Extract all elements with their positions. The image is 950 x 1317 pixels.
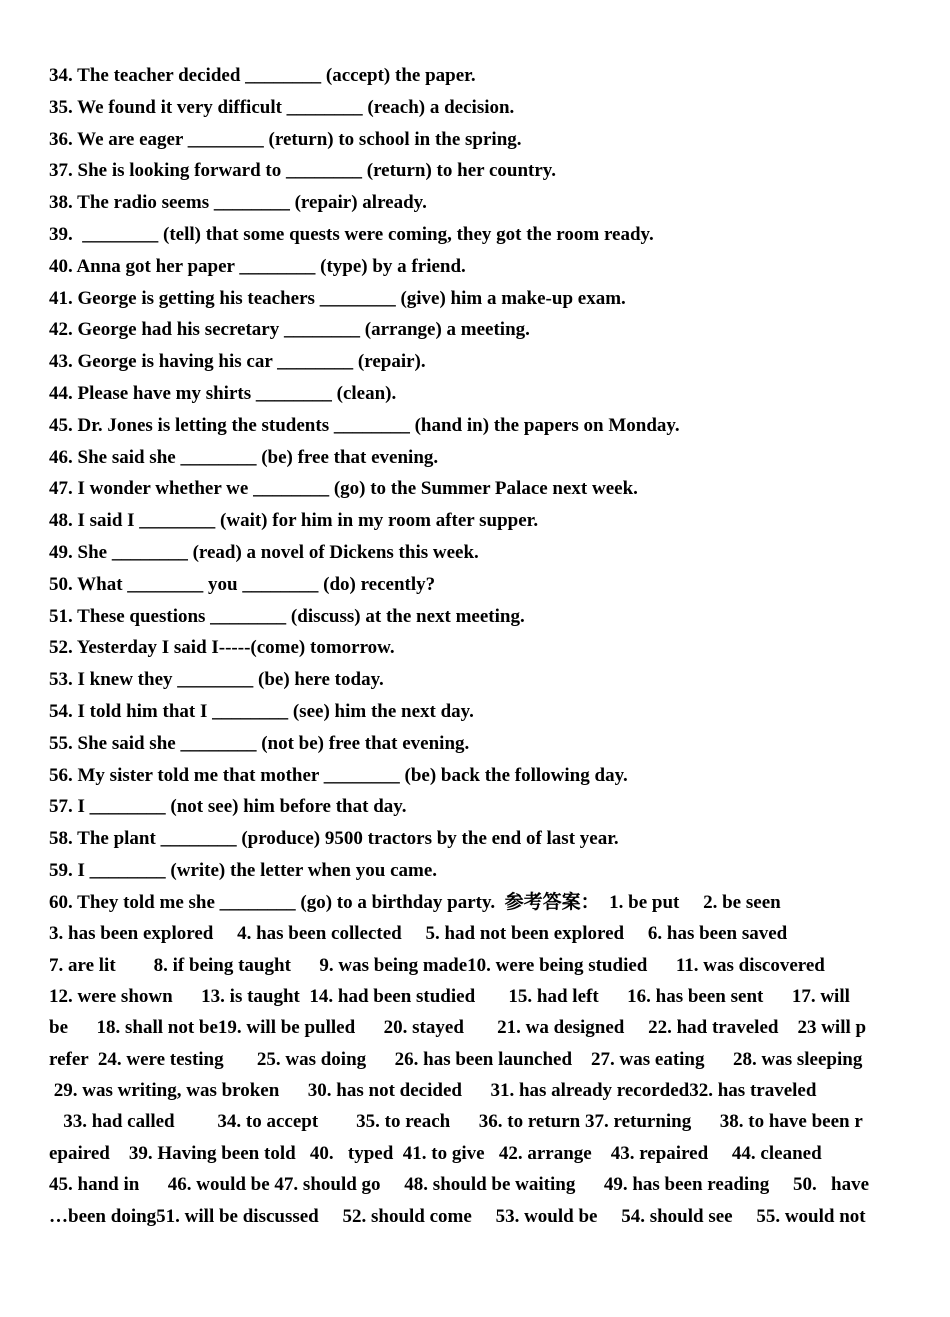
question-37: 37. She is looking forward to ________ (return) to her country. <box>49 160 557 182</box>
question-34: 34. The teacher decided ________ (accept) the paper. <box>49 65 476 86</box>
exercise-list <box>49 60 909 887</box>
question-57: 57. I ________ (not see) him before that day. <box>49 796 407 818</box>
question-43: 43. George is having his car ________ (repair). <box>49 351 426 373</box>
question-45: 45. Dr. Jones is letting the students ________ (hand in) the papers on Monday. <box>49 414 680 436</box>
answer-line: 45. hand in 46. would be 47. should go 48. should be waiting 49. has been reading 50. have <box>49 1174 869 1196</box>
answer-line: …been doing51. will be discussed 52. should come 53. would be 54. should see 55. would not <box>49 1205 866 1227</box>
question-39: 39. ________ (tell) that some quests were coming, they got the room ready. <box>49 223 654 245</box>
document-page <box>49 60 909 1232</box>
question-55: 55. She said she ________ (not be) free that evening. <box>49 732 470 754</box>
answer-line: epaired 39. Having been told 40. typed 41. to give 42. arrange 43. repaired 44. cleaned <box>49 1142 822 1164</box>
question-56: 56. My sister told me that mother ________ (be) back the following day. <box>49 764 628 786</box>
answer-line: refer 24. were testing 25. was doing 26. has been launched 27. was eating 28. was sleeping <box>49 1048 863 1070</box>
question-50: 50. What ________ you ________ (do) recently? <box>49 573 436 595</box>
answer-line: 60. They told me she ________ (go) to a birthday party. 参考答案： 1. be put 2. be seen <box>49 891 781 913</box>
question-47: 47. I wonder whether we ________ (go) to the Summer Palace next week. <box>49 478 638 500</box>
question-48: 48. I said I ________ (wait) for him in my room after supper. <box>49 510 539 532</box>
question-36: 36. We are eager ________ (return) to school in the spring. <box>49 128 522 150</box>
question-51: 51. These questions ________ (discuss) at the next meeting. <box>49 605 525 627</box>
question-52: 52. Yesterday I said I-----(come) tomorrow. <box>49 637 395 659</box>
question-59: 59. I ________ (write) the letter when you came. <box>49 859 438 881</box>
question-44: 44. Please have my shirts ________ (clean). <box>49 382 397 404</box>
question-35: 35. We found it very difficult ________ (reach) a decision. <box>49 96 515 118</box>
answer-key <box>49 887 909 1232</box>
question-41: 41. George is getting his teachers ________ (give) him a make-up exam. <box>49 287 626 309</box>
answer-line: be 18. shall not be19. will be pulled 20. stayed 21. wa designed 22. had traveled 23 will p <box>49 1017 867 1039</box>
question-53: 53. I knew they ________ (be) here today. <box>49 669 384 691</box>
question-58: 58. The plant ________ (produce) 9500 tractors by the end of last year. <box>49 828 619 850</box>
answer-line: 29. was writing, was broken 30. has not decided 31. has already recorded32. has traveled <box>49 1080 817 1102</box>
answer-line: 7. are lit 8. if being taught 9. was being made10. were being studied 11. was discovered <box>49 954 825 976</box>
answer-line: 3. has been explored 4. has been collected 5. had not been explored 6. has been saved <box>49 923 788 945</box>
question-46: 46. She said she ________ (be) free that evening. <box>49 446 439 468</box>
question-40: 40. Anna got her paper ________ (type) by a friend. <box>49 255 466 277</box>
answer-line: 12. were shown 13. is taught 14. had been studied 15. had left 16. has been sent 17. will <box>49 985 850 1007</box>
question-49: 49. She ________ (read) a novel of Dickens this week. <box>49 541 479 563</box>
answer-line: 33. had called 34. to accept 35. to reach 36. to return 37. returning 38. to have been r <box>49 1111 863 1133</box>
question-54: 54. I told him that I ________ (see) him the next day. <box>49 700 474 722</box>
question-42: 42. George had his secretary ________ (arrange) a meeting. <box>49 319 530 341</box>
question-38: 38. The radio seems ________ (repair) already. <box>49 192 427 214</box>
